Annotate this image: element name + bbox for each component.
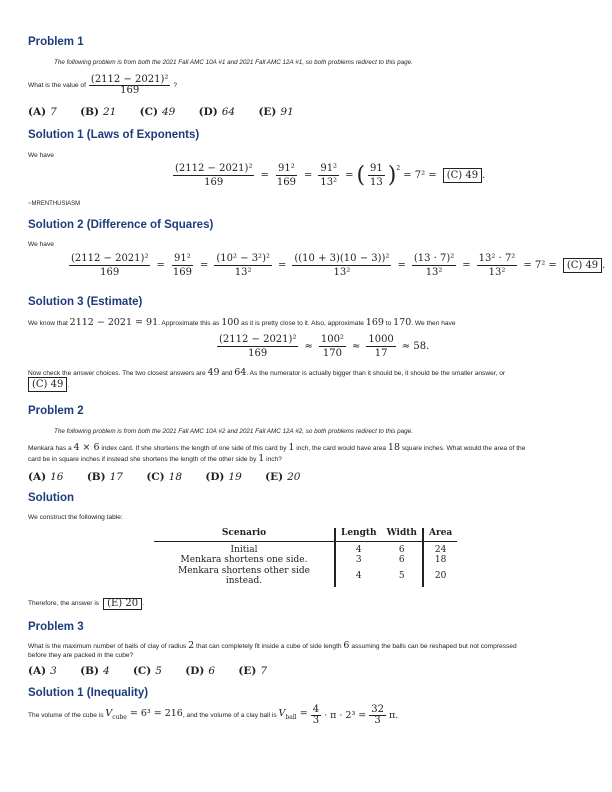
problem-3-solution-1-text: The volume of the cube is $V_{cube} = 6^3 = 216$ , and the volume of a clay ball is $V_{ball}$ = $\frac{4}{3}$ · π · 2³ = $\frac{32}{3}$ π. (28, 704, 399, 727)
problem-3-solution-1-heading: Solution 1 (Inequality) (28, 687, 149, 699)
problem-1-note: The following problem is from both the 2021 Fall AMC 10A #1 and 2021 Fall AMC 12A #1, so both problems redirect to this page. (54, 59, 413, 66)
problem-3-choices (28, 665, 287, 677)
choice-e: (E) 20 (265, 471, 301, 483)
problem-2-solution-heading: Solution (28, 492, 74, 504)
problem-2-choices (28, 471, 320, 483)
table-row: Menkara shortens one side. 3 6 18 (154, 555, 457, 566)
solution-2-equation: $\frac{\text{(2112 − 2021)²}}{169}$ = $\frac{\text{91²}}{169}$ = $\frac{\text{(10² − 3²)²}}{\text{13²}}$ = $\frac{\text{((10 + 3)(10 − 3))²}}{\text{13²}}$ = $\frac{\text{(13 · 7)²}}{\text{13²}}$ = $\frac{\text{13² · 7²}}{\text{13²}}$ = 7² = (C) 49 . (71, 253, 606, 278)
choice-d: (D) 6 (185, 665, 216, 677)
problem-1-heading: Problem 1 (28, 36, 84, 48)
choice-a: (A) 3 (28, 665, 57, 677)
solution-3-line-1: We know that 2112 − 2021 = 91. Approximate this as 100 as it is pretty close to it. Also, approximate 169 to 170. We then have (28, 317, 456, 328)
problem-3-line-1: What is the maximum number of balls of clay of radius 2 that can completely fit inside a cube of side length 6 assuming the balls can be reshaped but not compressed (28, 640, 517, 651)
choice-e: (E) 7 (238, 665, 268, 677)
problem-2-line-1: Menkara has a 4 × 6 index card. If she shortens the length of one side of this card by 1 inch, the card would have area 18 square inches. What would the area of the (28, 442, 526, 453)
solution-3-answer: (C) 49 (28, 377, 67, 392)
problem-2-answer: (E) 20 (103, 598, 142, 610)
solution-2-heading: Solution 2 (Difference of Squares) (28, 219, 214, 231)
question-prefix: What is the value of (28, 81, 86, 89)
solution-2-intro: We have (28, 241, 54, 248)
solution-3-equation: $\frac{\text{(2112 − 2021)²}}{169}$ ≈ $\frac{\text{100²}}{170}$ ≈ $\frac{1000}{17}$ ≈ 58. (219, 334, 430, 359)
problem-2-line-2: card be in square inches if instead she shortens the length of the other side by 1 inch? (28, 453, 282, 464)
choice-d: (D) 64 (198, 106, 236, 118)
problem-2-solution-intro: We construct the following table: (28, 514, 123, 521)
table-row: Menkara shortens other side instead. 4 5 20 (154, 566, 457, 587)
problem-1-choices (28, 106, 314, 118)
problem-1-question (28, 76, 177, 96)
solution-3-answer-line: (C) 49 . (28, 381, 69, 390)
solution-2-answer: (C) 49 (563, 258, 602, 273)
choice-a: (A) 16 (28, 471, 64, 483)
question-numerator: (2112 − 2021)² (90, 74, 169, 85)
choice-c: (C) 5 (132, 665, 162, 677)
problem-2-conclusion: Therefore, the answer is (E) 20 . (28, 598, 144, 609)
choice-c: (C) 49 (139, 106, 176, 118)
solution-1-equation: $\frac{\text{(2112 − 2021)²}}{169}$ = $\frac{\text{91²}}{169}$ = $\frac{\text{91²}}{\text{13²}}$ = ( $\frac{91}{13}$ ) $^2$ = 7² = (C) 49 . (175, 163, 486, 188)
choice-c: (C) 18 (146, 471, 183, 483)
solution-3-line-2: Now check the answer choices. The two closest answers are 49 and 64. As the numerator is actually bigger than it should be, it should be the smaller answer, or (28, 367, 506, 378)
question-denominator: 169 (120, 85, 140, 97)
problem-2-note: The following problem is from both the 2021 Fall AMC 10A #2 and 2021 Fall AMC 12A #2, so both problems redirect to this page. (54, 428, 413, 435)
question-fraction (89, 76, 170, 96)
problem-2-heading: Problem 2 (28, 405, 84, 417)
choice-b: (B) 4 (80, 665, 110, 677)
table-header-row: Scenario Length Width Area (154, 528, 457, 541)
problem-3-line-2: before they are packed in the cube? (28, 652, 134, 659)
question-suffix: ? (173, 81, 178, 89)
scenario-table (154, 528, 457, 587)
solution-3-heading: Solution 3 (Estimate) (28, 296, 143, 308)
solution-1-answer: (C) 49 (443, 168, 482, 183)
table-row: Initial 4 6 24 (154, 541, 457, 555)
choice-b: (B) 17 (86, 471, 123, 483)
solution-1-author: ~MRENTHUSIASM (28, 201, 81, 207)
solution-1-intro: We have (28, 152, 54, 159)
problem-3-heading: Problem 3 (28, 621, 84, 633)
choice-b: (B) 21 (80, 106, 117, 118)
choice-e: (E) 91 (258, 106, 294, 118)
choice-a: (A) 7 (28, 106, 57, 118)
solution-1-heading: Solution 1 (Laws of Exponents) (28, 129, 200, 141)
choice-d: (D) 19 (205, 471, 242, 483)
